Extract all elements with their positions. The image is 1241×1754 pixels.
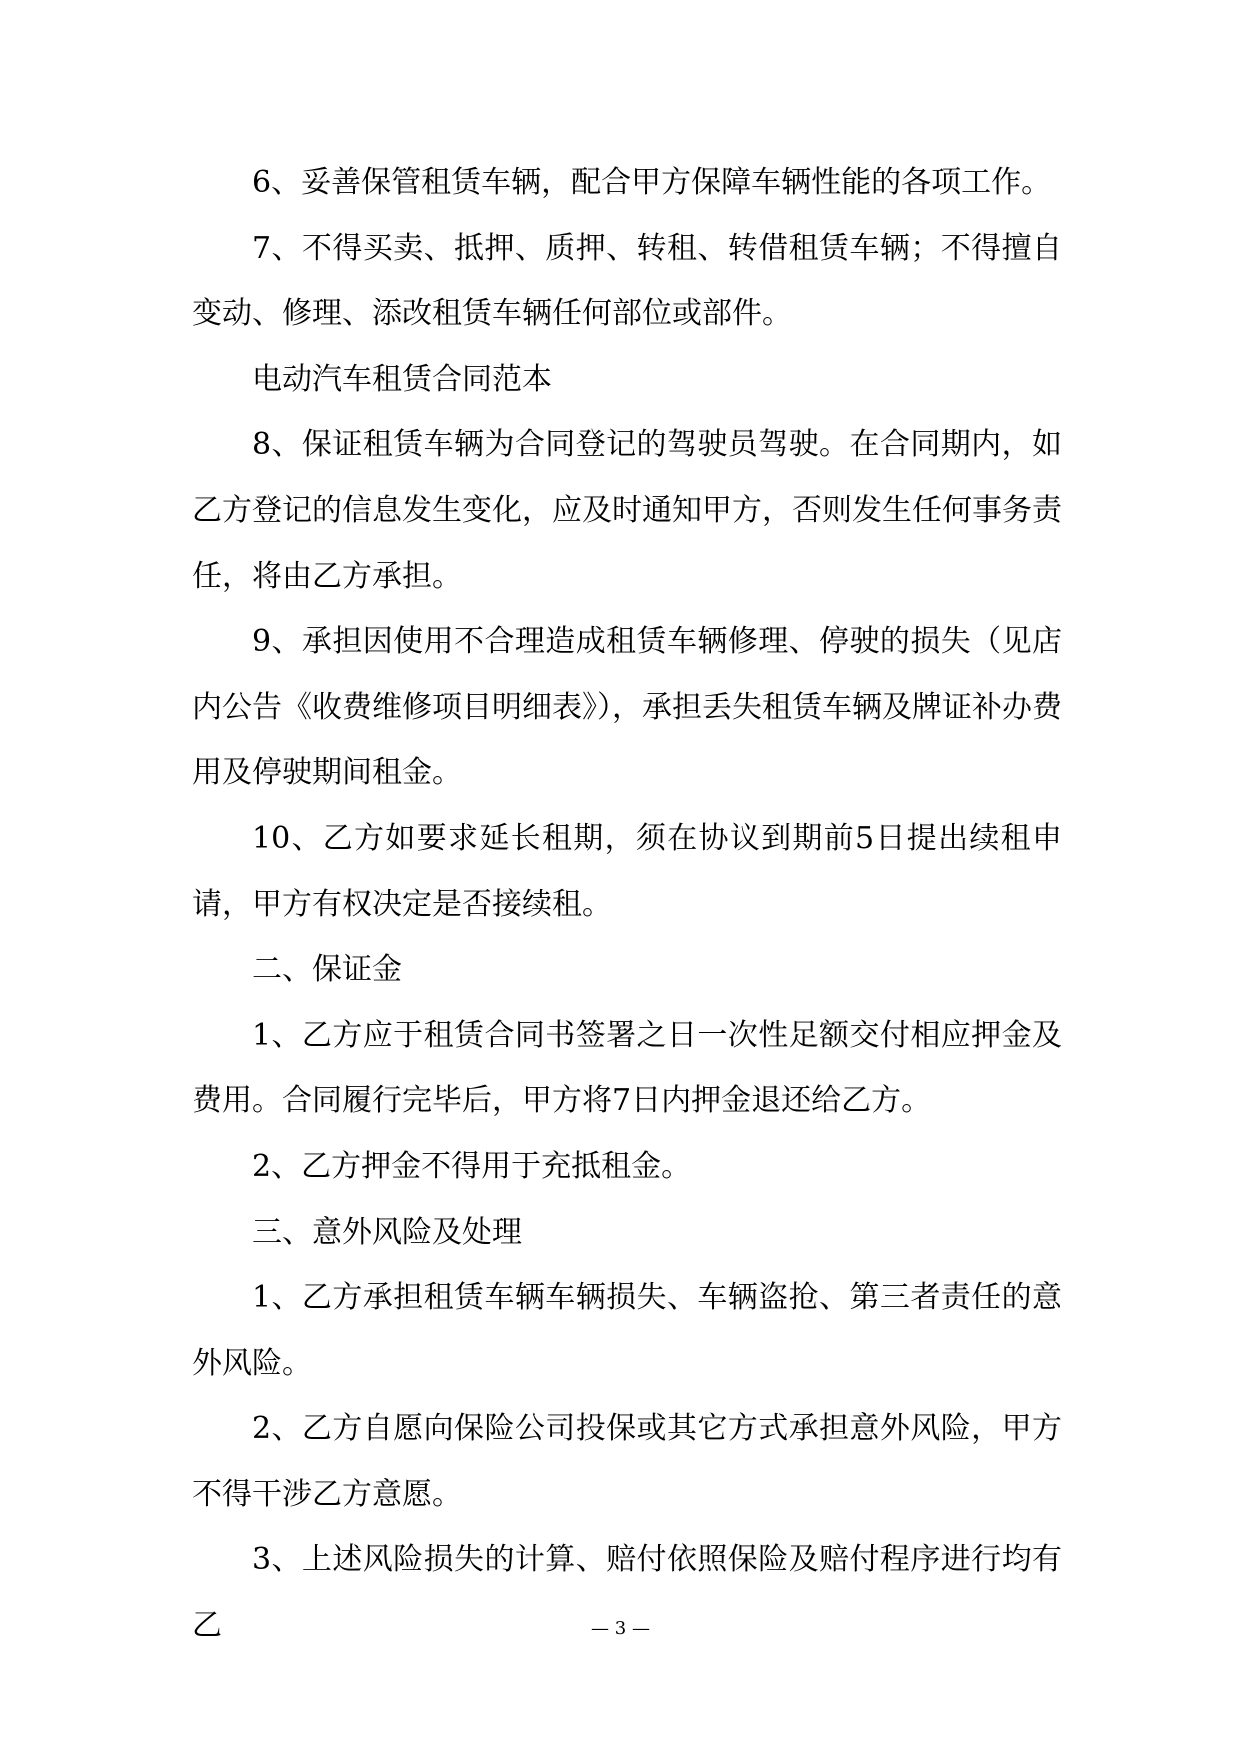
paragraph-item-7: 7、不得买卖、抵押、质押、转租、转借租赁车辆；不得擅自变动、修理、添改租赁车辆任何部位或部件。	[192, 230, 1062, 332]
inline-heading: 电动汽车租赁合同范本	[252, 361, 552, 397]
paragraph-risk-3: 3、上述风险损失的计算、赔付依照保险及赔付程序进行均有乙	[192, 1542, 1062, 1644]
paragraph-deposit-1: 1、乙方应于租赁合同书签署之日一次性足额交付相应押金及费用。合同履行完毕后，甲方将7日内押金退还给乙方。	[192, 1017, 1062, 1119]
paragraph-item-10: 10、乙方如要求延长租期，须在协议到期前5日提出续租申请，甲方有权决定是否接续租。	[192, 820, 1062, 922]
paragraph-deposit-2: 2、乙方押金不得用于充抵租金。	[252, 1148, 692, 1184]
paragraph-item-6: 6、妥善保管租赁车辆，配合甲方保障车辆性能的各项工作。	[252, 165, 1052, 200]
paragraph-item-9: 9、承担因使用不合理造成租赁车辆修理、停驶的损失（见店内公告《收费维修项目明细表》），承担丢失租赁车辆及牌证补办费用及停驶期间租金。	[192, 624, 1062, 791]
section-heading-risk: 三、意外风险及处理	[252, 1214, 522, 1250]
paragraph-item-8: 8、保证租赁车辆为合同登记的驾驶员驾驶。在合同期内，如乙方登记的信息发生变化，应及时通知甲方，否则发生任何事务责任，将由乙方承担。	[192, 427, 1062, 594]
document-body	[192, 150, 1062, 1659]
paragraph-risk-2: 2、乙方自愿向保险公司投保或其它方式承担意外风险，甲方不得干涉乙方意愿。	[192, 1411, 1062, 1512]
section-heading-deposit: 二、保证金	[252, 952, 402, 988]
page-number: — 3 —	[591, 1618, 650, 1639]
paragraph-risk-1: 1、乙方承担租赁车辆车辆损失、车辆盗抢、第三者责任的意外风险。	[192, 1280, 1062, 1381]
